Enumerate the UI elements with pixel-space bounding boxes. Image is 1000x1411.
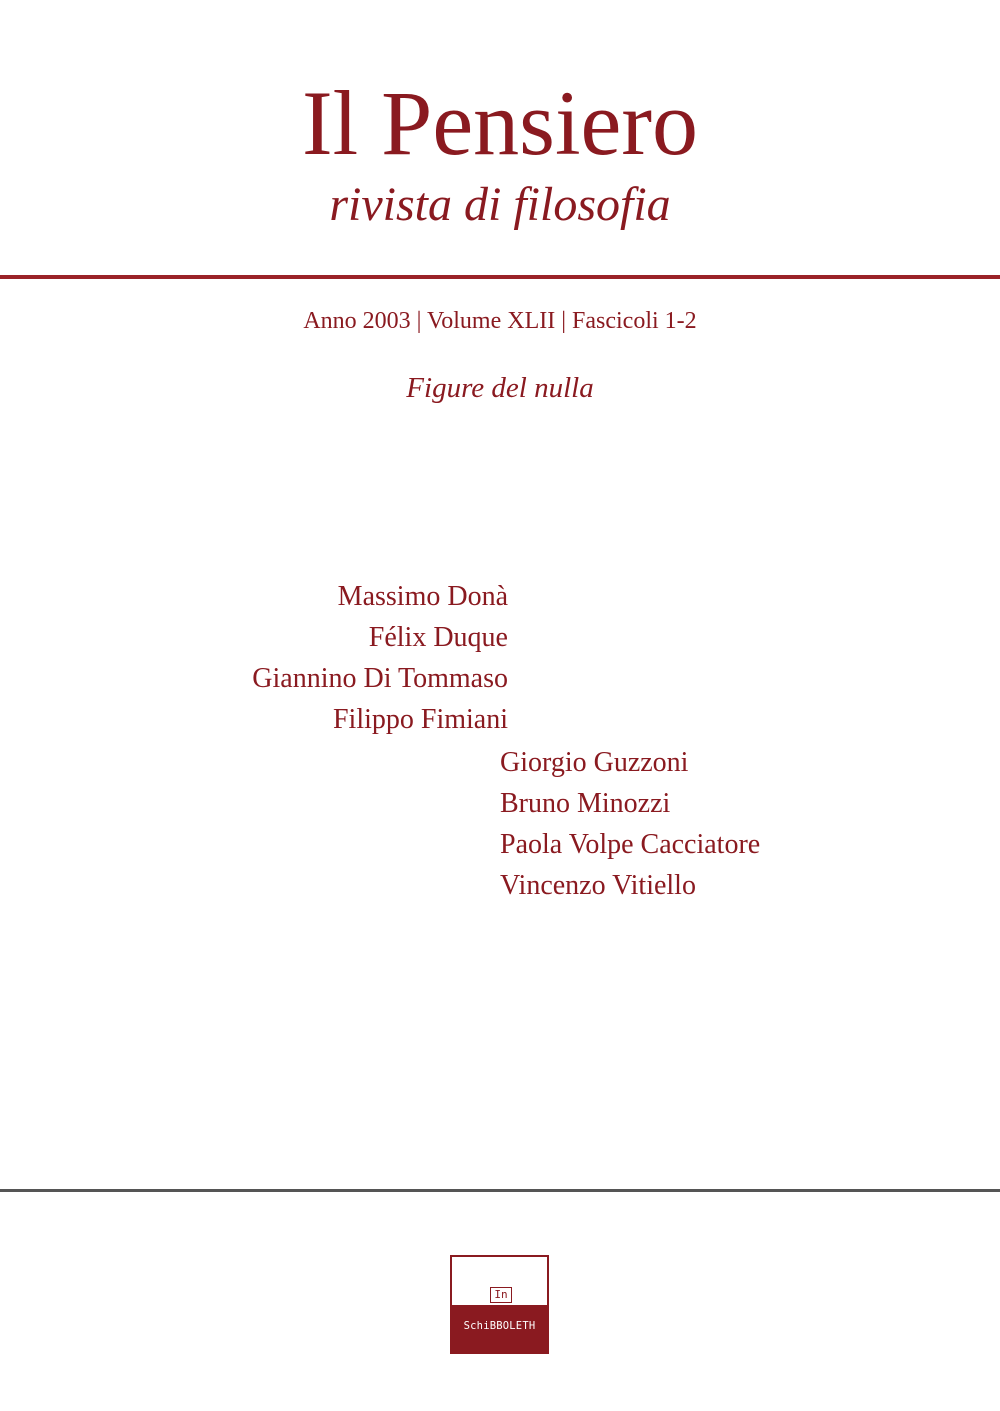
author-name: Giorgio Guzzoni xyxy=(500,747,689,778)
journal-title: Il Pensiero xyxy=(301,72,699,174)
top-divider xyxy=(0,275,1000,279)
journal-subtitle: rivista di filosofia xyxy=(329,178,671,231)
publisher-logo xyxy=(450,1255,549,1354)
logo-band xyxy=(452,1305,547,1352)
author-name: Félix Duque xyxy=(368,622,508,653)
author-name: Paola Volpe Cacciatore xyxy=(500,829,761,860)
author-name: Vincenzo Vitiello xyxy=(500,870,696,901)
author-name: Massimo Donà xyxy=(337,581,508,612)
author-name: Bruno Minozzi xyxy=(500,788,671,819)
author-name: Filippo Fimiani xyxy=(332,704,508,735)
logo-prefix: In xyxy=(490,1287,512,1303)
logo-publisher-name: SchiBBOLETH xyxy=(463,1320,536,1332)
bottom-divider xyxy=(0,1189,1000,1192)
author-name: Giannino Di Tommaso xyxy=(252,663,508,694)
issue-info: Anno 2003 | Volume XLII | Fascicoli 1-2 xyxy=(303,308,697,334)
issue-title: Figure del nulla xyxy=(406,372,594,404)
